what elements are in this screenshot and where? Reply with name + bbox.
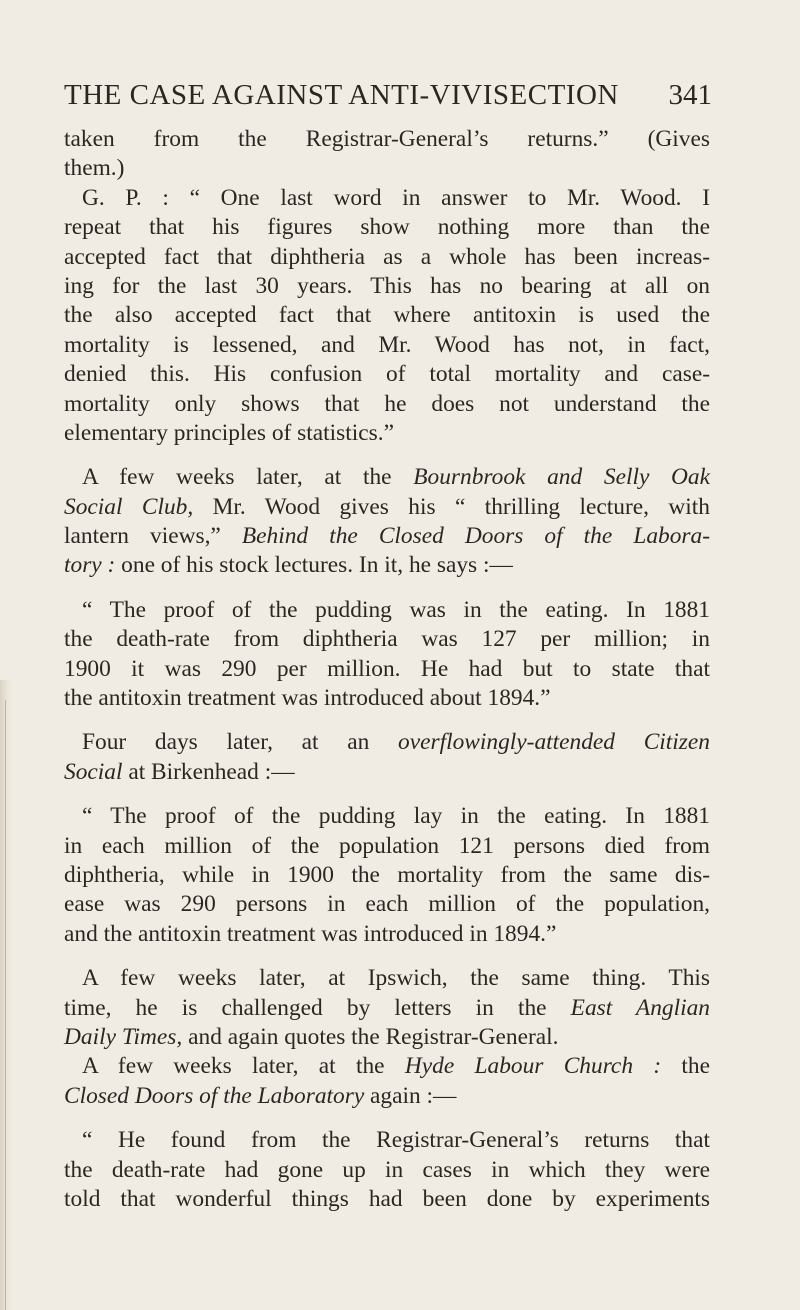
italic-title: East Anglian (570, 994, 711, 1021)
paragraph-3 (64, 463, 710, 581)
text-line: “ The proof of the pudding was in the eating. In 1881 (82, 596, 710, 623)
text-line (64, 1023, 710, 1052)
italic-title: Social (64, 758, 123, 785)
text-line: them.) (64, 155, 125, 182)
italic-title: tory : (64, 552, 116, 579)
paragraph-1 (64, 125, 710, 184)
paragraph-gap (64, 1111, 710, 1126)
text-line: G. P. : “ One last word in answer to Mr. Wood. I (82, 184, 710, 211)
text-line: denied this. His confusion of total mortality and case- (64, 361, 710, 388)
text-line: accepted fact that diphtheria as a whole has been increas- (64, 243, 710, 270)
text-line: A few weeks later, at Ipswich, the same thing. This (82, 965, 710, 992)
text-line (64, 758, 710, 787)
text-line: “ The proof of the pudding lay in the eating. In 1881 (82, 803, 710, 830)
text-run: A few weeks later, at the (82, 1053, 405, 1080)
quote-3 (64, 1126, 710, 1214)
text-run: Mr. Wood gives his “ thrilling lecture, with (193, 493, 710, 520)
text-line: “ He found from the Registrar-General’s returns that (82, 1127, 710, 1154)
text-line: diphtheria, while in 1900 the mortality from the same dis- (64, 861, 710, 888)
text-line: taken from the Registrar-General’s returns.” (Gives (64, 126, 710, 152)
text-line: in each million of the population 121 persons died from (64, 832, 710, 859)
text-run: again :— (364, 1082, 457, 1109)
italic-title: Closed Doors of the Laboratory (64, 1082, 365, 1109)
italic-title: Behind the Closed Doors of the Labora- (241, 523, 710, 550)
text-run: Four days later, at an (82, 729, 399, 756)
italic-title: Bournbrook and Selly Oak (413, 464, 710, 491)
text-line: told that wonderful things had been done by experiments (64, 1185, 710, 1212)
text-line (64, 1052, 710, 1081)
text-line: ease was 290 persons in each million of the population, (64, 891, 710, 918)
page-body (64, 125, 710, 1214)
paragraph-7 (64, 964, 710, 1052)
paragraph-gap (64, 581, 710, 596)
text-line: 1900 it was 290 per million. He had but to state that (64, 655, 710, 682)
page-header (64, 79, 712, 119)
text-line (64, 1082, 710, 1111)
text-line (64, 463, 710, 492)
text-run: the (661, 1053, 710, 1080)
paragraph-5 (64, 728, 710, 787)
text-line: the also accepted fact that where antitoxin is used the (64, 302, 710, 329)
text-line: the death-rate had gone up in cases in which they were (64, 1156, 710, 1183)
text-line: mortality only shows that he does not understand the (64, 390, 710, 417)
italic-title: overflowingly-attended Citizen (398, 729, 710, 756)
page-edge-line (5, 700, 6, 1310)
italic-title: Hyde Labour Church : (404, 1053, 662, 1080)
text-line (64, 994, 710, 1023)
text-line (64, 493, 710, 522)
page-number: 341 (668, 79, 712, 111)
text-line (64, 522, 710, 551)
paragraph-gap (64, 787, 710, 802)
text-line (64, 728, 710, 757)
paragraph-2 (64, 184, 710, 449)
text-line: elementary principles of statistics.” (64, 419, 394, 446)
text-run: and again quotes the Registrar-General. (182, 1023, 559, 1050)
quote-2 (64, 802, 710, 949)
text-run: lantern views,” (64, 523, 242, 550)
paragraph-gap (64, 949, 710, 964)
text-line: ing for the last 30 years. This has no bearing at all on (64, 272, 710, 299)
italic-title: Social Club, (64, 493, 194, 520)
text-run: one of his stock lectures. In it, he says :— (115, 552, 513, 579)
paragraph-gap (64, 713, 710, 728)
text-line (64, 551, 710, 580)
text-line: the death-rate from diphtheria was 127 per million; in (64, 626, 710, 653)
text-line: mortality is lessened, and Mr. Wood has not, in fact, (64, 331, 710, 358)
text-run: A few weeks later, at the (82, 464, 414, 491)
italic-title: Daily Times, (64, 1023, 183, 1050)
text-run: time, he is challenged by letters in the (64, 994, 571, 1021)
page-edge-shadow (0, 680, 12, 1310)
paragraph-gap (64, 448, 710, 463)
text-run: at Birkenhead :— (122, 758, 295, 785)
text-line: repeat that his figures show nothing more than the (64, 214, 710, 241)
quote-1 (64, 596, 710, 714)
text-line: and the antitoxin treatment was introduced in 1894.” (64, 920, 557, 947)
running-head: THE CASE AGAINST ANTI-VIVISECTION (64, 79, 619, 111)
paragraph-8 (64, 1052, 710, 1111)
text-line: the antitoxin treatment was introduced about 1894.” (64, 685, 551, 712)
